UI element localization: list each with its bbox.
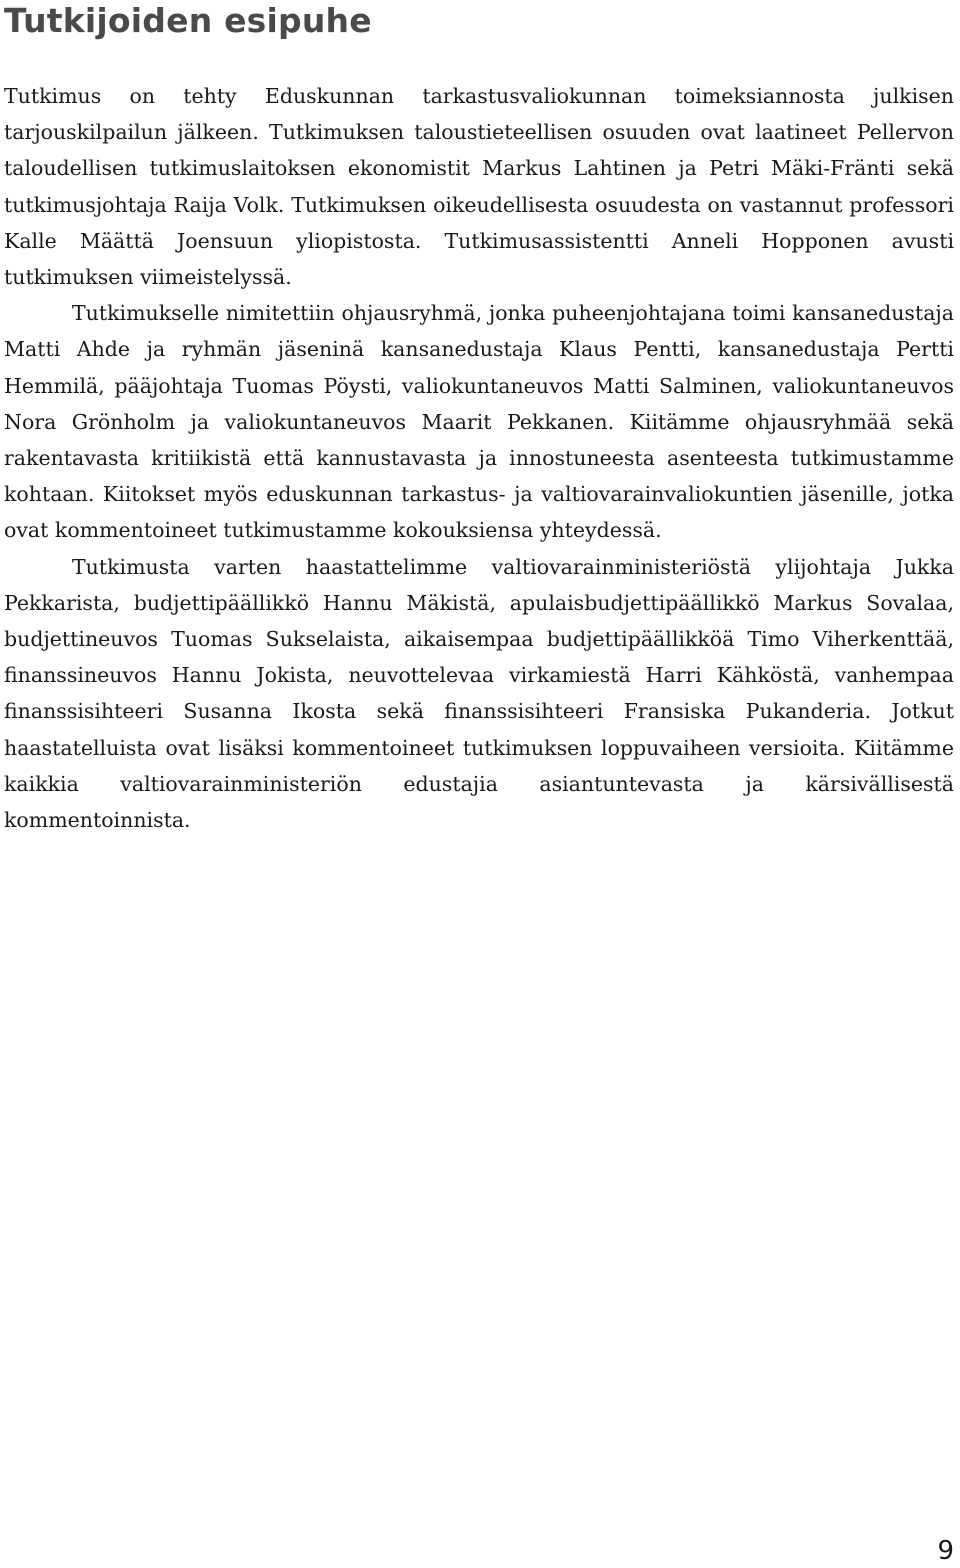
paragraph-1: Tutkimus on tehty Eduskunnan tarkastusvaliokunnan toimeksiannosta julkisen tarjouskilpailun jälkeen. Tutkimuksen taloustieteellisen osuuden ovat laatineet Pellervon taloudellisen tutkimuslaitoksen ekonomistit Markus Lahtinen ja Petri Mäki-Fränti sekä tutkimusjohtaja Raija Volk. Tutkimuksen oikeudellisesta osuudesta on vastannut professori Kalle Määttä Joensuun yliopistosta. Tutkimusassistentti Anneli Hopponen avusti tutkimuksen viimeistelyssä.: [4, 84, 954, 290]
body-text: [4, 78, 954, 838]
page-title: Tutkijoiden esipuhe: [4, 1, 372, 40]
document-page: [4, 0, 954, 838]
paragraph-3: Tutkimusta varten haastattelimme valtiovarainministeriöstä ylijohtaja Jukka Pekkarista, budjettipäällikkö Hannu Mäkistä, apulaisbudjettipäällikkö Markus Sovalaa, budjettineuvos Tuomas Sukselaista, aikaisempaa budjettipäällikköä Timo Viherkenttää, finanssineuvos Hannu Jokista, neuvottelevaa virkamiestä Harri Kähköstä, vanhempaa finanssisihteeri Susanna Ikosta sekä finanssisihteeri Fransiska Pukanderia. Jotkut haastatelluista ovat lisäksi kommentoineet tutkimuksen loppuvaiheen versioita. Kiitämme kaikkia valtiovarainministeriön edustajia asiantuntevasta ja kärsivällisestä kommentoinnista.: [4, 554, 954, 833]
page-number: 9: [937, 1536, 954, 1566]
paragraph-2: Tutkimukselle nimitettiin ohjausryhmä, jonka puheenjohtajana toimi kansanedustaja Matti Ahde ja ryhmän jäseninä kansanedustaja Klaus Pentti, kansanedustaja Pertti Hemmilä, pääjohtaja Tuomas Pöysti, valiokuntaneuvos Matti Salminen, valiokuntaneuvos Nora Grönholm ja valiokuntaneuvos Maarit Pekkanen. Kiitämme ohjausryhmää sekä rakentavasta kritiikistä että kannustavasta ja innostuneesta asenteesta tutkimustamme kohtaan. Kiitokset myös eduskunnan tarkastus- ja valtiovarainvaliokuntien jäsenille, jotka ovat kommentoineet tutkimustamme kokouksiensa yhteydessä.: [4, 301, 954, 543]
